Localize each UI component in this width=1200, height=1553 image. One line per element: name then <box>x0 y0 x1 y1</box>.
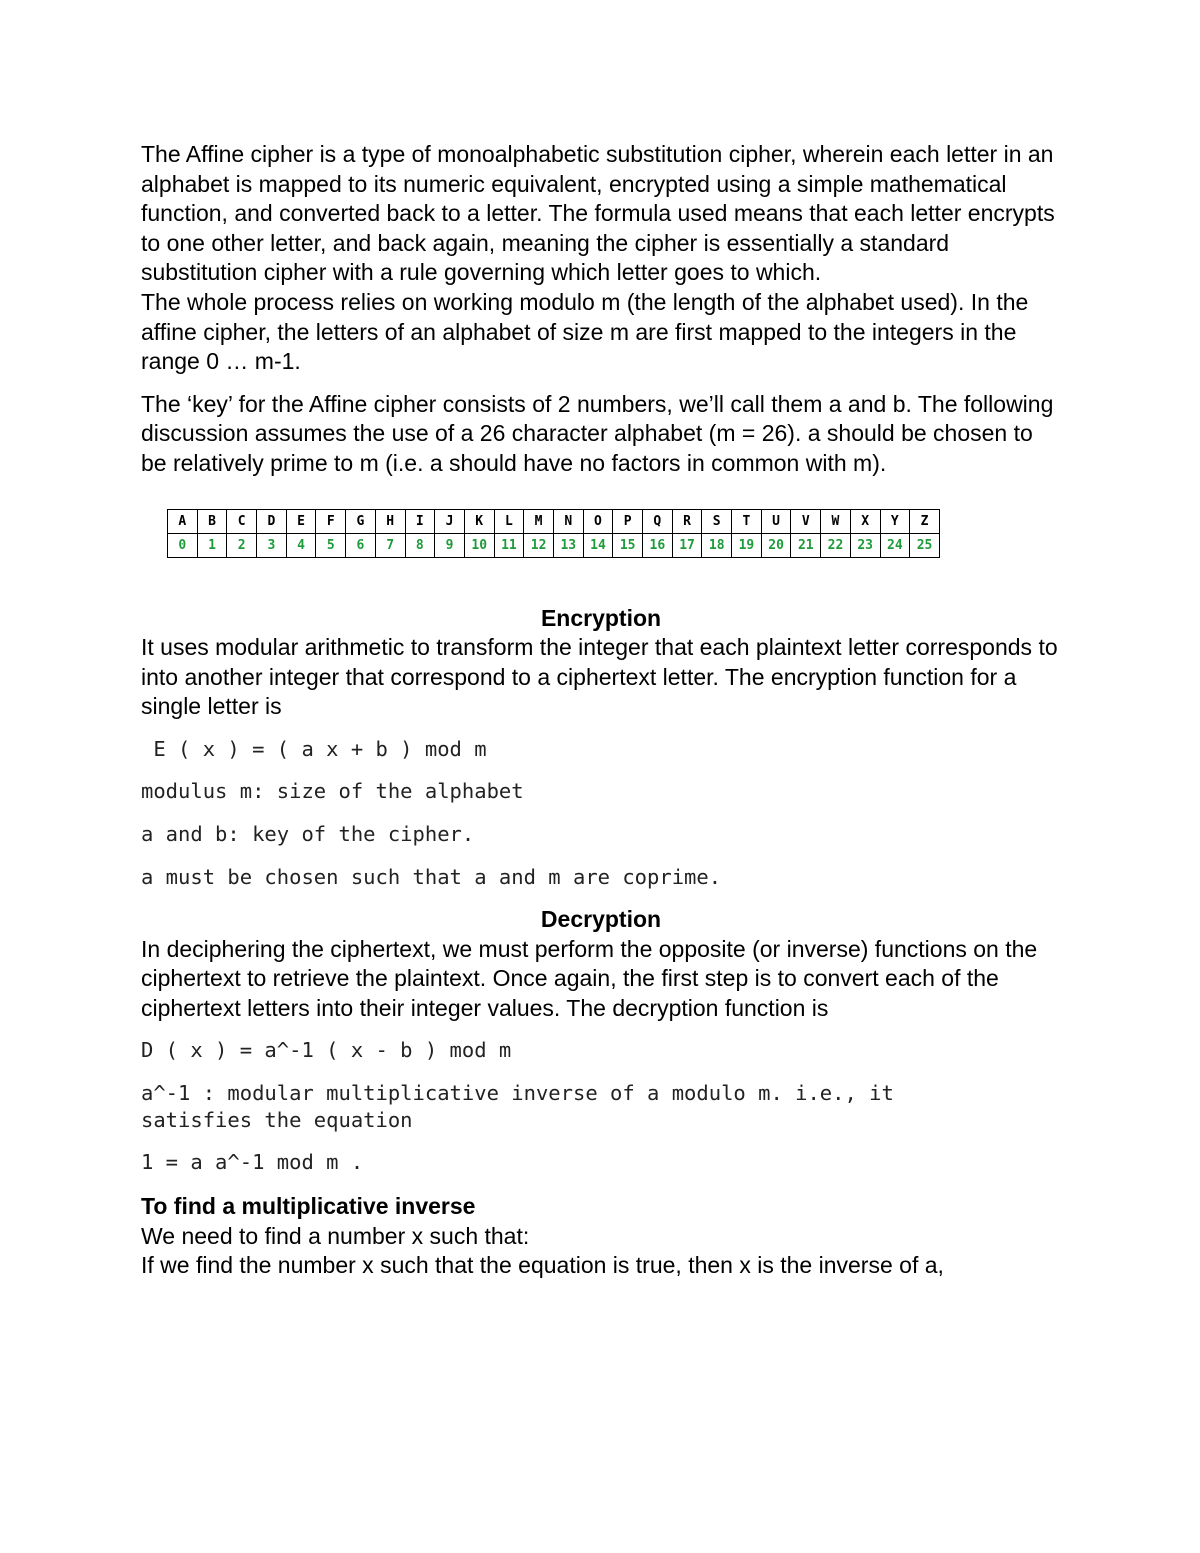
decryption-formula: D ( x ) = a^-1 ( x - b ) mod m <box>141 1038 512 1063</box>
alphabet-number-cell: 9 <box>435 533 465 557</box>
document-page <box>141 140 1061 1281</box>
alphabet-number-cell: 11 <box>494 533 524 557</box>
alphabet-letter-cell: D <box>257 509 287 533</box>
alphabet-letter-cell: R <box>672 509 702 533</box>
encryption-description: It uses modular arithmetic to transform the integer that each plaintext letter corresponds to into another integer that correspond to a ciphertext letter. The encryption function for a single letter is <box>141 634 1058 720</box>
alphabet-letter-cell: W <box>821 509 851 533</box>
encryption-formula: E ( x ) = ( a x + b ) mod m <box>141 736 487 761</box>
inverse-line-1: We need to find a number x such that: <box>141 1222 530 1249</box>
alphabet-letter-cell: L <box>494 509 524 533</box>
encryption-coprime-note: a must be chosen such that a and m are coprime. <box>141 864 722 889</box>
intro-paragraph-3: The ‘key’ for the Affine cipher consists of 2 numbers, we’ll call them a and b. The following discussion assumes the use of a 26 character alphabet (m = 26). a should be chosen to be relatively prime to m (i.e. a should have no factors in common with m). <box>141 390 1054 476</box>
alphabet-letter-cell: P <box>613 509 643 533</box>
alphabet-letter-cell: Z <box>910 509 940 533</box>
alphabet-letter-cell: E <box>286 509 316 533</box>
alphabet-number-cell: 5 <box>316 533 346 557</box>
alphabet-number-cell: 15 <box>613 533 643 557</box>
alphabet-letters-row <box>168 509 940 533</box>
alphabet-number-cell: 23 <box>850 533 880 557</box>
encryption-heading: Encryption <box>540 604 662 631</box>
alphabet-number-cell: 21 <box>791 533 821 557</box>
alphabet-letter-cell: T <box>732 509 762 533</box>
alphabet-number-cell: 6 <box>346 533 376 557</box>
alphabet-letter-cell: I <box>405 509 435 533</box>
alphabet-number-cell: 7 <box>375 533 405 557</box>
alphabet-numbers-row <box>168 533 940 557</box>
alphabet-number-cell: 18 <box>702 533 732 557</box>
decryption-heading: Decryption <box>540 905 662 932</box>
intro-paragraph-2: The whole process relies on working modulo m (the length of the alphabet used). In the affine cipher, the letters of an alphabet of size m are first mapped to the integers in the range 0 … m-1. <box>141 288 1029 375</box>
alphabet-number-cell: 17 <box>672 533 702 557</box>
alphabet-number-cell: 13 <box>553 533 583 557</box>
inverse-heading: To find a multiplicative inverse <box>141 1193 476 1220</box>
alphabet-letter-cell: H <box>375 509 405 533</box>
encryption-modulus-note: modulus m: size of the alphabet <box>141 778 524 803</box>
alphabet-letter-cell: X <box>850 509 880 533</box>
alphabet-letter-cell: O <box>583 509 613 533</box>
decryption-inverse-note: a^-1 : modular multiplicative inverse of a modulo m. i.e., it satisfies the equation <box>141 1081 907 1133</box>
alphabet-letter-cell: C <box>227 509 257 533</box>
alphabet-letter-cell: J <box>435 509 465 533</box>
alphabet-number-cell: 1 <box>197 533 227 557</box>
intro-paragraph-1: The Affine cipher is a type of monoalphabetic substitution cipher, wherein each letter in an alphabet is mapped to its numeric equivalent, encrypted using a simple mathematical function, and converted back to a letter. The formula used means that each letter encrypts to one other letter, and back again, meaning the cipher is essentially a standard substitution cipher with a rule governing which letter goes to which. <box>141 141 1055 286</box>
alphabet-number-cell: 19 <box>732 533 762 557</box>
alphabet-letter-cell: F <box>316 509 346 533</box>
alphabet-letter-cell: G <box>346 509 376 533</box>
alphabet-number-cell: 25 <box>910 533 940 557</box>
alphabet-letter-cell: N <box>553 509 583 533</box>
alphabet-number-cell: 24 <box>880 533 910 557</box>
alphabet-number-cell: 0 <box>168 533 198 557</box>
alphabet-letter-cell: A <box>168 509 198 533</box>
alphabet-letter-cell: Y <box>880 509 910 533</box>
alphabet-letter-cell: B <box>197 509 227 533</box>
alphabet-number-cell: 12 <box>524 533 554 557</box>
alphabet-number-cell: 20 <box>761 533 791 557</box>
alphabet-letter-cell: U <box>761 509 791 533</box>
alphabet-number-cell: 2 <box>227 533 257 557</box>
alphabet-table <box>167 509 940 558</box>
decryption-equation: 1 = a a^-1 mod m . <box>141 1150 364 1175</box>
alphabet-number-cell: 8 <box>405 533 435 557</box>
alphabet-letter-cell: V <box>791 509 821 533</box>
encryption-key-note: a and b: key of the cipher. <box>141 821 475 846</box>
inverse-line-2: If we find the number x such that the equation is true, then x is the inverse of a, <box>141 1252 944 1279</box>
alphabet-letter-cell: K <box>464 509 494 533</box>
decryption-description: In deciphering the ciphertext, we must perform the opposite (or inverse) functions on the ciphertext to retrieve the plaintext. Once again, the first step is to convert each of the ciphertext letters into their integer values. The decryption function is <box>141 935 1038 1021</box>
alphabet-letter-cell: Q <box>643 509 673 533</box>
alphabet-number-cell: 16 <box>643 533 673 557</box>
alphabet-number-cell: 4 <box>286 533 316 557</box>
alphabet-letter-cell: S <box>702 509 732 533</box>
alphabet-number-cell: 10 <box>464 533 494 557</box>
alphabet-letter-cell: M <box>524 509 554 533</box>
alphabet-number-cell: 14 <box>583 533 613 557</box>
alphabet-number-cell: 22 <box>821 533 851 557</box>
alphabet-number-cell: 3 <box>257 533 287 557</box>
